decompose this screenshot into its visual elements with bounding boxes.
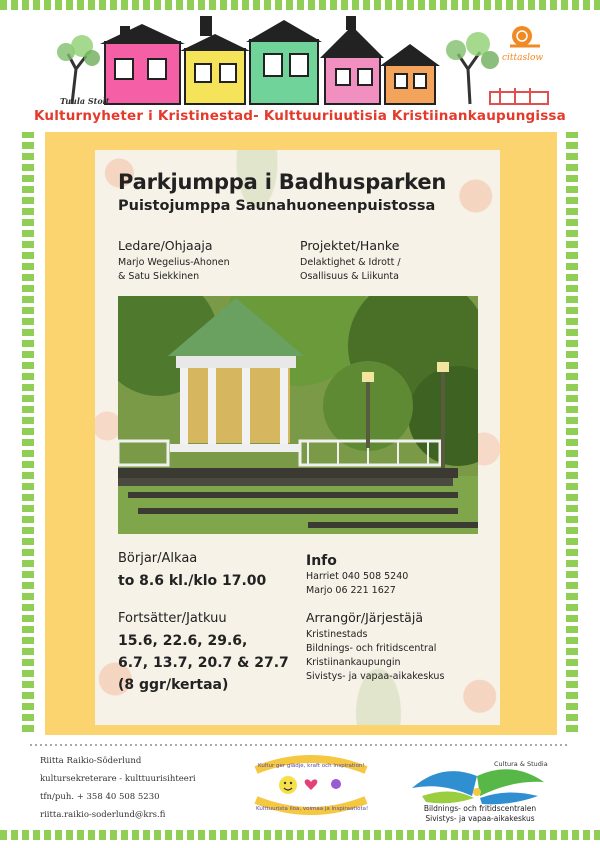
badge-bottom-text: Kulttuurista iloa, voimaa ja inspiraatiota!: [256, 806, 369, 812]
continue-line: 15.6, 22.6, 29.6,: [118, 633, 248, 649]
info-line: Harriet 040 508 5240: [306, 571, 409, 582]
contact-title: kultursekreterare - kulttuurisihteeri: [40, 774, 196, 784]
organizer-label: Arrangör/Järjestäjä: [306, 610, 423, 625]
organizer-line: Sivistys- ja vapaa-aikakeskus: [306, 671, 445, 682]
project-line: Delaktighet & Idrott /: [300, 257, 401, 268]
bottom-stripe-border: [0, 830, 600, 840]
continue-label: Fortsätter/Jatkuu: [118, 611, 227, 626]
leader-names: [118, 256, 230, 284]
poster-subtitle: Puistojumppa Saunahuoneenpuistossa: [118, 198, 436, 214]
house-pink-icon: [100, 24, 185, 104]
artist-signature: Tuula Stolt: [60, 96, 110, 106]
logo-line-fi: Sivistys- ja vapaa-aikakeskus: [425, 814, 535, 823]
contact-email[interactable]: riitta.raikio-soderlund@krs.fi: [40, 810, 166, 820]
pavilion-photo: [118, 296, 478, 534]
continue-dates: [118, 630, 289, 696]
right-stripe-border: [566, 132, 578, 732]
continue-line: 6.7, 13.7, 20.7 & 27.7: [118, 655, 289, 671]
info-label: Info: [306, 553, 337, 569]
info-line: Marjo 06 221 1627: [306, 585, 396, 596]
start-value: to 8.6 kl./klo 17.00: [118, 573, 267, 589]
left-stripe-border: [22, 132, 34, 732]
info-contacts: [306, 570, 408, 598]
cittaslow-snail-icon: [510, 26, 540, 46]
logo-line-sv: Bildnings- och fritidscentralen: [423, 804, 537, 813]
tree-left-icon: [57, 35, 100, 104]
contact-name: Riitta Raikio-Söderlund: [40, 756, 142, 766]
culture-slogan-badge: [250, 752, 372, 818]
footer-dotted-divider: [30, 744, 570, 746]
tree-right-icon: [446, 32, 499, 104]
house-pink-green-icon: [320, 16, 384, 104]
start-label: Börjar/Alkaa: [118, 551, 198, 566]
continue-line: (8 ggr/kertaa): [118, 677, 229, 693]
house-orange-icon: [380, 44, 440, 104]
organizer-line: Kristinestads: [306, 629, 368, 640]
badge-top-text: Kultur ger glädje, kraft och inspiration!: [258, 763, 365, 769]
organizer-line: Bildnings- och fritidscentral: [306, 643, 437, 654]
project-label: Projektet/Hanke: [300, 238, 400, 253]
header-title: Kulturnyheter i Kristinestad- Kulttuuriuutisia Kristiinankaupungissa: [34, 108, 566, 124]
fence-icon: [490, 88, 548, 104]
project-line: Osallisuus & Liikunta: [300, 271, 399, 282]
contact-phone: tfn/puh. + 358 40 508 5230: [40, 792, 160, 802]
header-houses-illustration: [50, 14, 550, 109]
poster-title: Parkjumppa i Badhusparken: [118, 170, 447, 194]
project-names: [300, 256, 401, 284]
logo-name: Cultura & Studia: [494, 760, 548, 768]
flower-icon: [331, 779, 341, 789]
heart-icon: [305, 779, 318, 790]
leader-line: Marjo Wegelius-Ahonen: [118, 257, 230, 268]
house-yellow-icon: [180, 16, 250, 104]
top-stripe-border: [0, 0, 600, 10]
organizer-names: [306, 628, 444, 684]
leader-label: Ledare/Ohjaaja: [118, 238, 213, 253]
organizer-line: Kristiinankaupungin: [306, 657, 401, 668]
leader-line: & Satu Siekkinen: [118, 271, 200, 282]
house-green-icon: [246, 20, 322, 104]
cittaslow-label: cittaslow: [502, 53, 544, 63]
smiley-icon: [279, 776, 297, 794]
